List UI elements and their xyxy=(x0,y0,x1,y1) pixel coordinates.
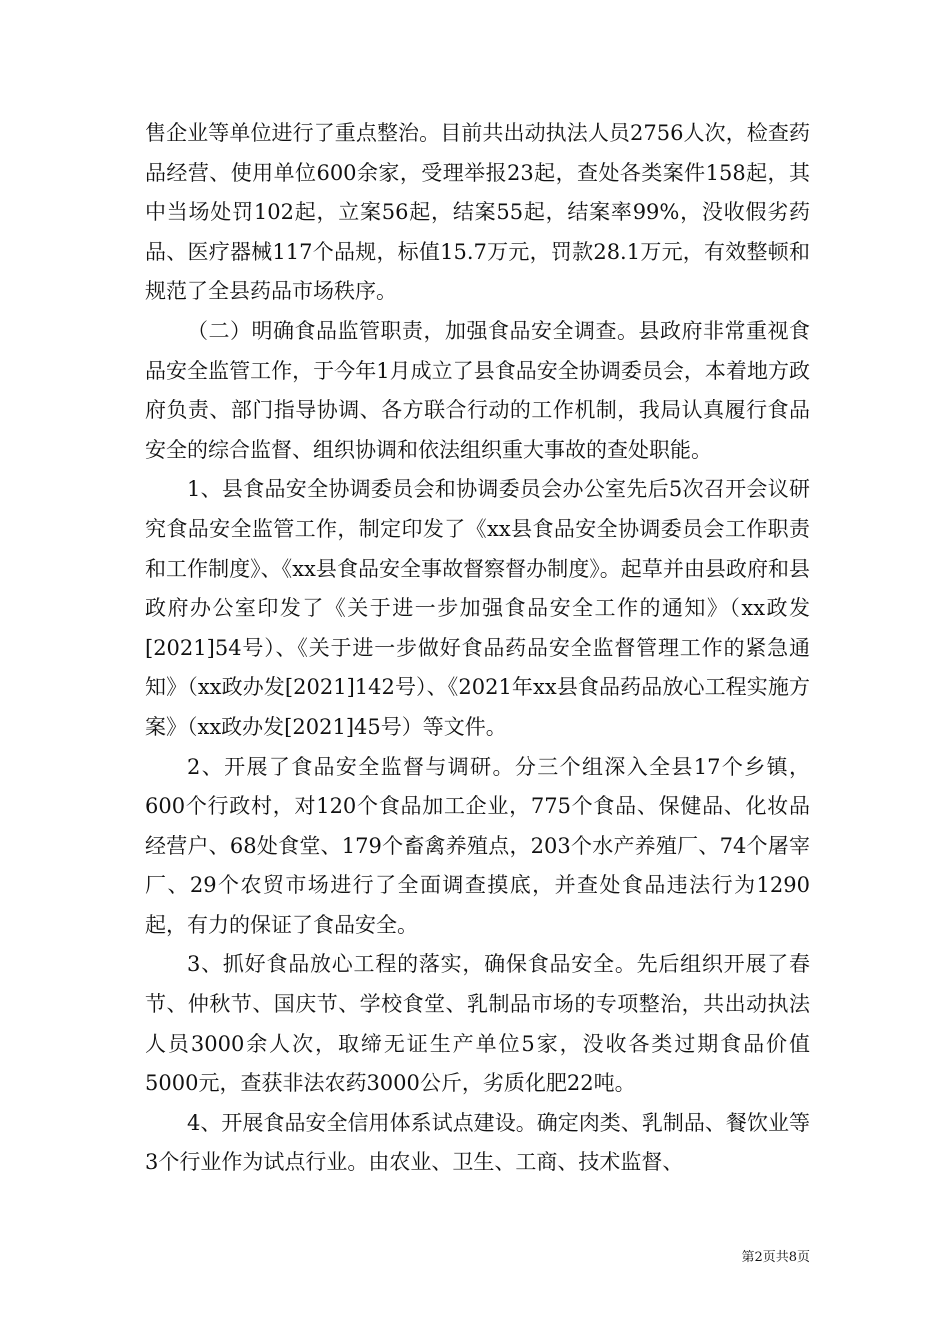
page-number-footer xyxy=(700,1246,810,1265)
paragraph-1: 售企业等单位进行了重点整治。目前共出动执法人员2756人次，检查药品经营、使用单位600余家，受理举报23起，查处各类案件158起，其中当场处罚102起，立案56起，结案55起，结案率99%，没收假劣药品、医疗器械117个品规，标值15.7万元，罚款28.1万元，有效整顿和规范了全县药品市场秩序。 xyxy=(145,121,810,304)
paragraph-4: 2、开展了食品安全监督与调研。分三个组深入全县17个乡镇，600个行政村，对120个食品加工企业，775个食品、保健品、化妆品经营户、68处食堂、179个畜禽养殖点，203个水产养殖厂、74个屠宰厂、29个农贸市场进行了全面调查摸底，并查处食品违法行为1290起，有力的保证了食品安全。 xyxy=(145,754,810,937)
document-body xyxy=(145,114,810,1183)
page-number-label: 第2页共8页 xyxy=(741,1250,810,1265)
paragraph-3: 1、县食品安全协调委员会和协调委员会办公室先后5次召开会议研究食品安全监管工作，制定印发了《xx县食品安全协调委员会工作职责和工作制度》、《xx县食品安全事故督察督办制度》。起草并由县政府和县政府办公室印发了《关于进一步加强食品安全工作的通知》（xx政发[2021]54号）、《关于进一步做好食品药品安全监督管理工作的紧急通知》（xx政办发[2021]142号）、《2021年xx县食品药品放心工程实施方案》（xx政办发[2021]45号）等文件。 xyxy=(145,477,810,739)
paragraph-5: 3、抓好食品放心工程的落实，确保食品安全。先后组织开展了春节、仲秋节、国庆节、学校食堂、乳制品市场的专项整治，共出动执法人员3000余人次，取缔无证生产单位5家，没收各类过期食品价值5000元，查获非法农药3000公斤，劣质化肥22吨。 xyxy=(145,952,810,1096)
paragraph-2: （二）明确食品监管职责，加强食品安全调查。县政府非常重视食品安全监管工作，于今年1月成立了县食品安全协调委员会，本着地方政府负责、部门指导协调、各方联合行动的工作机制，我局认真履行食品安全的综合监督、组织协调和依法组织重大事故的查处职能。 xyxy=(145,318,810,462)
paragraph-6: 4、开展食品安全信用体系试点建设。确定肉类、乳制品、餐饮业等3个行业作为试点行业。由农业、卫生、工商、技术监督、 xyxy=(145,1110,810,1175)
